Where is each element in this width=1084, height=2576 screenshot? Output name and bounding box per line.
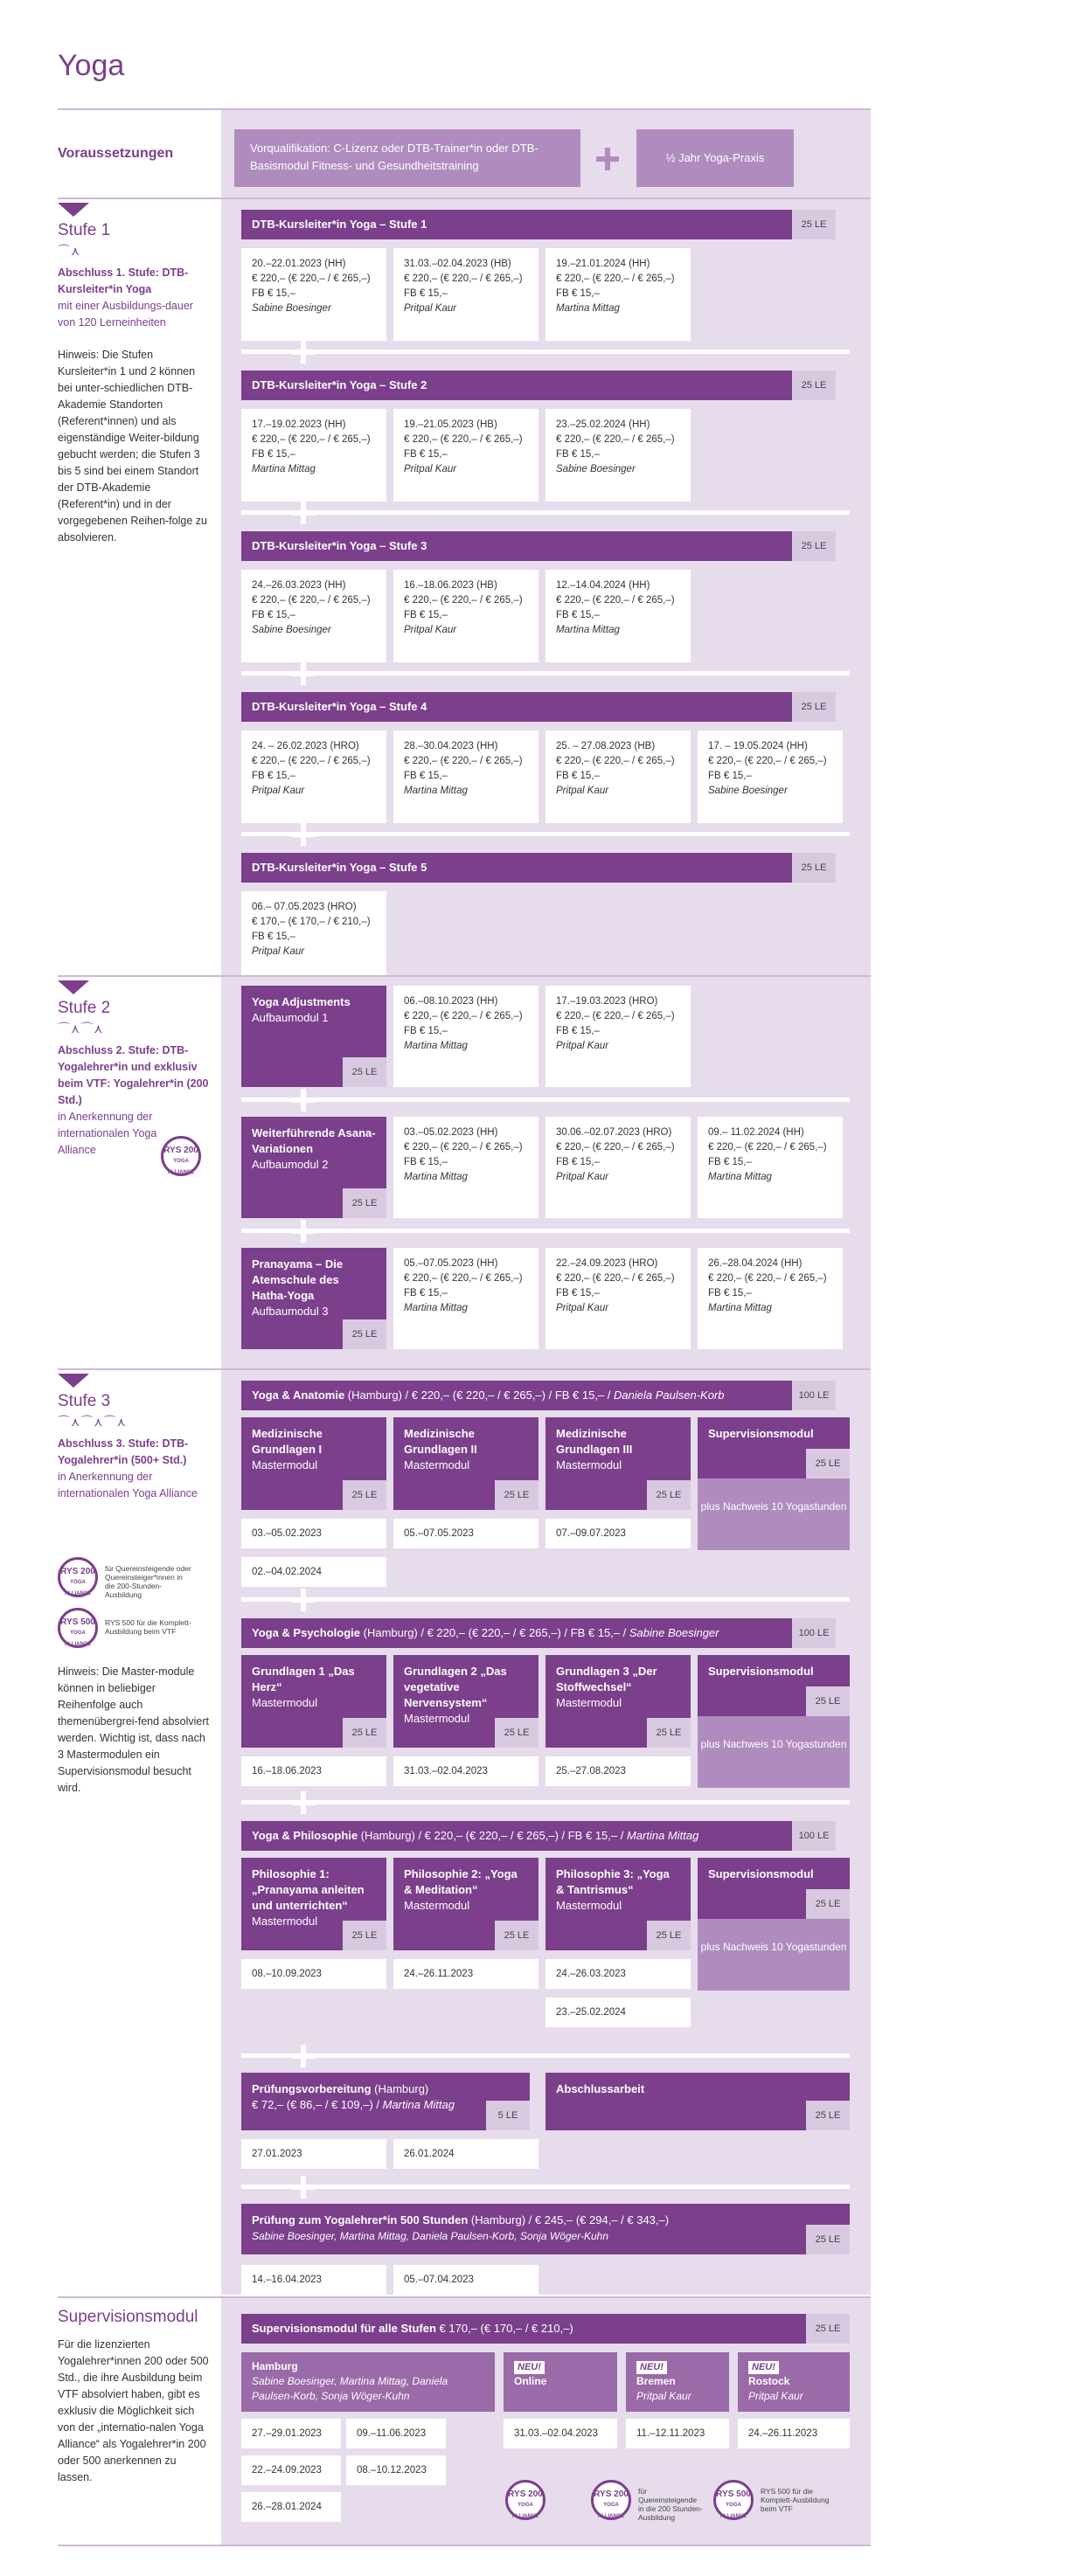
- card-line: € 220,– (€ 220,– / € 265,–): [252, 434, 371, 445]
- card-line: Martina Mittag: [708, 1172, 772, 1182]
- module-title: Medizinische Grundlagen II: [404, 1427, 477, 1456]
- card-line: Martina Mittag: [404, 1303, 468, 1313]
- course-card: [393, 570, 539, 662]
- card-line: FB € 15,–: [404, 771, 448, 781]
- le-badge: 25 LE: [343, 1188, 386, 1218]
- mastermodul-box: [545, 1858, 691, 1950]
- le-badge: 25 LE: [495, 1921, 539, 1950]
- page-title: Yoga: [58, 49, 125, 82]
- group-bar: [241, 1381, 792, 1410]
- date-box: 31.03.–02.04.2023: [504, 2419, 617, 2448]
- le-badge: 25 LE: [343, 1057, 386, 1087]
- module-subtitle: Mastermodul: [556, 1899, 622, 1912]
- module-title: Grundlagen 2 „Das vegetative Nervensystem“: [404, 1665, 507, 1709]
- card-line: Sabine Boesinger: [556, 464, 636, 474]
- card-line: 31.03.–02.04.2023 (HB): [404, 259, 511, 269]
- le-badge: 25 LE: [806, 1889, 850, 1919]
- aufbaumodul-box: [241, 986, 386, 1087]
- card-line: Pritpal Kaur: [404, 464, 457, 474]
- mastermodul-box: [241, 1655, 386, 1748]
- le-badge: 25 LE: [495, 1718, 539, 1748]
- card-line: 17.–19.03.2023 (HRO): [556, 996, 658, 1007]
- card-line: Martina Mittag: [404, 1172, 468, 1182]
- le-badge: 100 LE: [792, 1821, 836, 1851]
- le-badge: 100 LE: [792, 1381, 836, 1410]
- card-line: FB € 15,–: [252, 610, 295, 620]
- supervisionsmodul-box: [698, 1417, 850, 1478]
- card-line: 03.–05.02.2023 (HH): [404, 1127, 498, 1138]
- plus-icon: [292, 2176, 315, 2199]
- module-subtitle: Mastermodul: [404, 1899, 470, 1912]
- card-line: Pritpal Kaur: [404, 303, 457, 314]
- course-card: [393, 248, 539, 341]
- mastermodul-box: [241, 1858, 386, 1950]
- card-line: Pritpal Kaur: [556, 1303, 609, 1313]
- separator: [241, 510, 850, 515]
- group-details: (Hamburg) / € 220,– (€ 220,– / € 265,–) / FB € 15,– /: [360, 1626, 629, 1639]
- plus-icon: [292, 1791, 315, 1814]
- card-line: € 220,– (€ 220,– / € 265,–): [404, 1142, 523, 1153]
- plus-icon: [292, 1589, 315, 1611]
- card-line: € 220,– (€ 220,– / € 265,–): [252, 756, 371, 766]
- module-title: Medizinische Grundlagen I: [252, 1427, 323, 1456]
- card-line: Martina Mittag: [556, 303, 620, 314]
- separator: [241, 350, 850, 354]
- card-line: FB € 15,–: [556, 449, 600, 460]
- card-line: FB € 15,–: [404, 1157, 448, 1167]
- card-line: Pritpal Kaur: [556, 1172, 609, 1182]
- card-line: € 220,– (€ 220,– / € 265,–): [556, 595, 675, 606]
- date-box: 03.–05.02.2023: [241, 1519, 386, 1548]
- card-line: 12.–14.04.2024 (HH): [556, 580, 650, 591]
- mastermodul-box: [241, 1417, 386, 1510]
- card-line: Sabine Boesinger: [252, 625, 331, 635]
- triangle-icon: [58, 203, 89, 217]
- le-badge: 25 LE: [792, 692, 836, 722]
- abschlussarbeit-box: Abschlussarbeit 25 LE: [545, 2073, 850, 2130]
- date-box: 26.–28.01.2024: [241, 2492, 341, 2522]
- le-badge: 25 LE: [647, 1480, 691, 1510]
- aufbaumodul-box: [241, 1248, 386, 1349]
- course-card: [698, 731, 843, 823]
- card-line: Pritpal Kaur: [252, 786, 305, 796]
- le-badge: 25 LE: [792, 853, 836, 883]
- card-line: € 220,– (€ 220,– / € 265,–): [404, 756, 523, 766]
- card-line: FB € 15,–: [252, 771, 295, 781]
- mastermodul-box: [393, 1417, 539, 1510]
- card-line: Martina Mittag: [708, 1303, 772, 1313]
- aufbaumodul-box: [241, 1117, 386, 1218]
- group-bar: [241, 1618, 792, 1648]
- module-title: Supervisionsmodul: [708, 1665, 814, 1678]
- module-title: Grundlagen 3 „Der Stoffwechsel“: [556, 1665, 657, 1693]
- card-line: 28.–30.04.2023 (HH): [404, 741, 498, 751]
- plus-icon: [292, 662, 315, 685]
- card-line: 17. – 19.05.2024 (HH): [708, 741, 808, 751]
- card-line: FB € 15,–: [404, 610, 448, 620]
- course-card: [698, 1248, 843, 1349]
- le-badge: 25 LE: [792, 531, 836, 561]
- course-card: [241, 570, 386, 662]
- group-title: Yoga & Psychologie: [252, 1626, 361, 1639]
- module-bar: DTB-Kursleiter*in Yoga – Stufe 1: [241, 210, 792, 239]
- group-details: (Hamburg) / € 220,– (€ 220,– / € 265,–) / FB € 15,– /: [358, 1829, 627, 1842]
- card-line: € 220,– (€ 220,– / € 265,–): [556, 756, 675, 766]
- rys200-badge: RYS 200 YOGA ALLIANCE: [591, 2480, 631, 2520]
- module-subtitle: Mastermodul: [404, 1712, 470, 1725]
- pruefungsvorbereitung-box: Prüfungsvorbereitung (Hamburg) € 72,– (€ 86,– / € 109,–) / Martina Mittag 5 LE: [241, 2073, 530, 2130]
- card-line: FB € 15,–: [708, 771, 752, 781]
- card-line: Martina Mittag: [404, 1041, 468, 1051]
- supervisionsmodul-box: [698, 1655, 850, 1716]
- date-box: 05.–07.05.2023: [393, 1519, 539, 1548]
- group-title: Yoga & Philosophie: [252, 1829, 358, 1842]
- yoga-praxis-box: ½ Jahr Yoga-Praxis: [636, 129, 794, 187]
- supervision-note: plus Nachweis 10 Yogastunden: [698, 1716, 850, 1788]
- supervision-note: plus Nachweis 10 Yogastunden: [698, 1919, 850, 1991]
- date-box: 16.–18.06.2023: [241, 1756, 386, 1786]
- supervision-hamburg: Hamburg Sabine Boesinger, Martina Mittag, Daniela Paulsen-Korb, Sonja Wöger-Kuhn: [241, 2352, 495, 2412]
- module-title: Yoga Adjustments: [252, 995, 351, 1008]
- module-subtitle: Mastermodul: [404, 1458, 470, 1472]
- date-box: 05.–07.04.2023: [393, 2265, 539, 2295]
- course-card: [698, 1117, 843, 1218]
- module-subtitle: Aufbaumodul 3: [252, 1305, 329, 1318]
- module-title: Weiterführende Asana-Variationen: [252, 1126, 376, 1155]
- card-line: Pritpal Kaur: [556, 1041, 609, 1051]
- course-card: [393, 1248, 539, 1349]
- course-card: [545, 409, 691, 502]
- pruefung-box: Prüfung zum Yogalehrer*in 500 Stunden (Hamburg) / € 245,– (€ 294,– / € 343,–) Sabine Boesinger, Martina Mittag, Daniela Paulsen-Korb, Sonja Wöger-Kuhn 25 LE: [241, 2204, 850, 2254]
- module-title: Supervisionsmodul: [708, 1427, 814, 1440]
- vorqualifikation-box: Vorqualifikation: C-Lizenz oder DTB-Trainer*in oder DTB-Basismodul Fitness- und Gesundheitstraining: [234, 129, 580, 187]
- stufe3-note: Hinweis: Die Master-module können in beliebiger Reihenfolge auch themenübergrei-fend absolviert werden. Wichtig ist, dass nach 3 Mastermodulen ein Supervisionsmodul besucht wird.: [58, 1665, 210, 1794]
- card-line: 22.–24.09.2023 (HRO): [556, 1258, 658, 1269]
- date-box: 11.–12.11.2023: [626, 2419, 729, 2448]
- group-referent: Sabine Boesinger: [629, 1626, 719, 1639]
- date-box: 08.–10.12.2023: [346, 2455, 446, 2485]
- course-card: [545, 986, 691, 1087]
- supervisionsmodul-box: [698, 1858, 850, 1919]
- card-line: Sabine Boesinger: [708, 786, 788, 796]
- separator: [241, 1229, 850, 1233]
- supervision-bremen: NEU! Bremen Pritpal Kaur: [626, 2352, 729, 2412]
- card-line: 25. – 27.08.2023 (HB): [556, 741, 656, 751]
- date-box: 07.–09.07.2023: [545, 1519, 691, 1548]
- supervision-note: plus Nachweis 10 Yogastunden: [698, 1478, 850, 1550]
- card-line: 06.–08.10.2023 (HH): [404, 996, 498, 1007]
- module-subtitle: Mastermodul: [252, 1458, 318, 1472]
- date-box: 14.–16.04.2023: [241, 2265, 386, 2295]
- card-line: € 220,– (€ 220,– / € 265,–): [556, 1142, 675, 1153]
- mastermodul-box: [393, 1655, 539, 1748]
- card-line: 16.–18.06.2023 (HB): [404, 580, 497, 591]
- rys200-badge: RYS 200 YOGA ALLIANCE: [505, 2480, 545, 2520]
- module-title: Pranayama – Die Atemschule des Hatha-Yoga: [252, 1257, 344, 1302]
- course-card: [241, 248, 386, 341]
- course-card: [545, 731, 691, 823]
- yoga-figure-icon: ⌒⋏⌒⋏⌒⋏: [58, 1415, 127, 1429]
- course-card: [545, 248, 691, 341]
- course-card: [241, 731, 386, 823]
- course-card: [393, 1117, 539, 1218]
- module-title: Philosophie 3: „Yoga & Tantrismus“: [556, 1867, 670, 1896]
- card-line: € 220,– (€ 220,– / € 265,–): [556, 1273, 675, 1284]
- card-line: FB € 15,–: [252, 931, 295, 942]
- separator: [241, 1597, 850, 1602]
- divider: [58, 2545, 871, 2546]
- triangle-icon: [58, 980, 89, 994]
- le-badge: 25 LE: [806, 2314, 850, 2344]
- plus-icon: [292, 2045, 315, 2067]
- rys500-note: RYS 500 für die Komplett-Ausbildung beim VTF: [105, 1618, 191, 1636]
- group-referent: Daniela Paulsen-Korb: [614, 1388, 725, 1402]
- le-badge: 25 LE: [343, 1921, 386, 1950]
- supervision-bar: Supervisionsmodul für alle Stufen € 170,– (€ 170,– / € 210,–): [241, 2314, 806, 2344]
- card-line: FB € 15,–: [404, 1288, 448, 1298]
- course-card: [241, 409, 386, 502]
- separator: [241, 671, 850, 675]
- mastermodul-box: [545, 1417, 691, 1510]
- plus-icon: [292, 823, 315, 846]
- card-line: 20.–22.01.2023 (HH): [252, 259, 346, 269]
- plus-icon: [292, 341, 315, 364]
- module-bar: DTB-Kursleiter*in Yoga – Stufe 4: [241, 692, 792, 722]
- module-title: Philosophie 1: „Pranayama anleiten und unterrichten“: [252, 1867, 365, 1912]
- course-card: [241, 891, 386, 984]
- mastermodul-box: [393, 1858, 539, 1950]
- module-title: Grundlagen 1 „Das Herz“: [252, 1665, 355, 1693]
- card-line: 24. – 26.02.2023 (HRO): [252, 741, 359, 751]
- card-line: Pritpal Kaur: [556, 786, 609, 796]
- separator: [241, 832, 850, 836]
- date-box: 02.–04.02.2024: [241, 1557, 386, 1587]
- card-line: Sabine Boesinger: [252, 303, 331, 314]
- card-line: FB € 15,–: [556, 610, 600, 620]
- triangle-icon: [58, 1374, 89, 1388]
- rys500-badge: RYS 500 YOGA ALLIANCE: [58, 1608, 98, 1648]
- module-subtitle: Mastermodul: [556, 1696, 622, 1709]
- card-line: € 220,– (€ 220,– / € 265,–): [252, 274, 371, 284]
- course-card: [393, 409, 539, 502]
- separator: [241, 2185, 850, 2189]
- card-line: € 170,– (€ 170,– / € 210,–): [252, 917, 371, 927]
- group-details: (Hamburg) / € 220,– (€ 220,– / € 265,–) / FB € 15,– /: [344, 1388, 615, 1402]
- plus-icon: [292, 1089, 315, 1111]
- separator: [241, 1800, 850, 1804]
- card-line: 09.– 11.02.2024 (HH): [708, 1127, 804, 1138]
- card-line: 26.–28.04.2024 (HH): [708, 1258, 803, 1269]
- date-box: 09.–11.06.2023: [346, 2419, 446, 2448]
- card-line: FB € 15,–: [404, 449, 448, 460]
- module-bar: DTB-Kursleiter*in Yoga – Stufe 5: [241, 853, 792, 883]
- card-line: € 220,– (€ 220,– / € 265,–): [556, 274, 675, 284]
- group-bar: [241, 1821, 792, 1851]
- card-line: € 220,– (€ 220,– / € 265,–): [708, 1142, 827, 1153]
- card-line: Pritpal Kaur: [404, 625, 457, 635]
- course-card: [545, 1117, 691, 1218]
- date-box: 26.01.2024: [393, 2139, 539, 2169]
- card-line: FB € 15,–: [556, 771, 600, 781]
- stufe3-label: Stufe 3 ⌒⋏⌒⋏⌒⋏ Abschluss 3. Stufe: DTB-Yogalehrer*in (500+ Std.) in Anerkennung der internationalen Yoga Alliance: [58, 1391, 211, 1502]
- group-title: Yoga & Anatomie: [252, 1388, 345, 1402]
- module-subtitle: Mastermodul: [556, 1458, 622, 1472]
- le-badge: 25 LE: [647, 1921, 691, 1950]
- card-line: € 220,– (€ 220,– / € 265,–): [404, 1011, 523, 1021]
- card-line: € 220,– (€ 220,– / € 265,–): [404, 1273, 523, 1284]
- date-box: 24.–26.11.2023: [738, 2419, 850, 2448]
- date-box: 23.–25.02.2024: [545, 1998, 691, 2027]
- date-box: 27.01.2023: [241, 2139, 386, 2169]
- le-badge: 25 LE: [806, 1686, 850, 1716]
- module-title: Medizinische Grundlagen III: [556, 1427, 633, 1456]
- le-badge: 25 LE: [343, 1718, 386, 1748]
- rys200-note: für Quereinsteigende in die 200 Stunden-Ausbildung: [638, 2487, 703, 2522]
- le-badge: 100 LE: [792, 1618, 836, 1648]
- card-line: FB € 15,–: [252, 288, 295, 299]
- rys200-badge: RYS 200 YOGA ALLIANCE: [58, 1557, 98, 1597]
- supervision-label: Supervisionsmodul Für die lizenzierten Yogalehrer*innen 200 oder 500 Std., die ihre Ausbildung beim VTF absolviert haben, gibt es exklusiv die Möglichkeit sich von der „internatio-nalen Yoga Alliance“ als Yogalehrer*in 200 oder 500 anerkennen zu lassen.: [58, 2308, 209, 2483]
- card-line: € 220,– (€ 220,– / € 265,–): [556, 1011, 675, 1021]
- course-card: [545, 570, 691, 662]
- separator: [241, 2053, 850, 2058]
- supervision-online: NEU! Online: [504, 2352, 617, 2412]
- card-line: Pritpal Kaur: [252, 946, 305, 957]
- card-line: € 220,– (€ 220,– / € 265,–): [556, 434, 675, 445]
- module-title: Supervisionsmodul: [708, 1867, 814, 1880]
- card-line: 17.–19.02.2023 (HH): [252, 419, 346, 430]
- stufe1-label: Stufe 1 ⌒⋏ Abschluss 1. Stufe: DTB-Kursleiter*in Yoga mit einer Ausbildungs-dauer von 120 Lerneinheiten Hinweis: Die Stufen Kursleiter*in 1 und 2 können bei unter-schiedlichen DTB-Akademie Standorten (Referent*innen) und als eigenständige Weiter-bildung gebucht werden; die Stufen 3 bis 5 sind bei einem Standort der DTB-Akademie (Referent*in) und in der vorgegebenen Reihen-folge zu absolvieren.: [58, 220, 211, 546]
- card-line: FB € 15,–: [404, 288, 448, 299]
- mastermodul-box: [545, 1655, 691, 1748]
- card-line: FB € 15,–: [556, 1288, 600, 1298]
- card-line: FB € 15,–: [404, 1026, 448, 1036]
- module-subtitle: Mastermodul: [252, 1696, 318, 1709]
- date-box: 08.–10.09.2023: [241, 1959, 386, 1989]
- le-badge: 25 LE: [792, 370, 836, 400]
- card-line: 05.–07.05.2023 (HH): [404, 1258, 498, 1269]
- card-line: € 220,– (€ 220,– / € 265,–): [404, 274, 523, 284]
- date-box: 27.–29.01.2023: [241, 2419, 341, 2448]
- stufe2-label: Stufe 2 ⌒⋏⌒⋏ Abschluss 2. Stufe: DTB-Yogalehrer*in und exklusiv beim VTF: Yogalehrer*in (200 Std.) in Anerkennung der internationalen Yoga Alliance: [58, 998, 211, 1159]
- card-line: 06.– 07.05.2023 (HRO): [252, 902, 357, 912]
- course-card: [393, 731, 539, 823]
- card-line: Martina Mittag: [404, 786, 468, 796]
- le-badge: 25 LE: [647, 1718, 691, 1748]
- card-line: FB € 15,–: [252, 449, 295, 460]
- rys500-badge: RYS 500 YOGA ALLIANCE: [713, 2480, 754, 2520]
- module-subtitle: Aufbaumodul 1: [252, 1011, 329, 1024]
- card-line: Martina Mittag: [252, 464, 316, 474]
- supervision-rostock: NEU! Rostock Pritpal Kaur: [738, 2352, 850, 2412]
- date-box: 24.–26.11.2023: [393, 1959, 539, 1989]
- card-line: 23.–25.02.2024 (HH): [556, 419, 650, 430]
- le-badge: 25 LE: [343, 1480, 386, 1510]
- date-box: 25.–27.08.2023: [545, 1756, 691, 1786]
- card-line: 19.–21.05.2023 (HB): [404, 419, 497, 430]
- card-line: € 220,– (€ 220,– / € 265,–): [252, 595, 371, 606]
- module-title: Philosophie 2: „Yoga & Meditation“: [404, 1867, 518, 1896]
- card-line: Martina Mittag: [556, 625, 620, 635]
- card-line: 24.–26.03.2023 (HH): [252, 580, 346, 591]
- yoga-figure-icon: ⌒⋏: [58, 244, 81, 258]
- card-line: € 220,– (€ 220,– / € 265,–): [404, 595, 523, 606]
- date-box: 31.03.–02.04.2023: [393, 1756, 539, 1786]
- card-line: 19.–21.01.2024 (HH): [556, 259, 650, 269]
- course-card: [393, 986, 539, 1087]
- card-line: € 220,– (€ 220,– / € 265,–): [708, 756, 827, 766]
- plus-icon: [596, 148, 619, 170]
- module-subtitle: Mastermodul: [252, 1915, 318, 1928]
- le-badge: 25 LE: [343, 1319, 386, 1349]
- card-line: FB € 15,–: [556, 1026, 600, 1036]
- plus-icon: [292, 502, 315, 524]
- card-line: € 220,– (€ 220,– / € 265,–): [708, 1273, 827, 1284]
- le-badge: 25 LE: [495, 1480, 539, 1510]
- rys200-badge: RYS 200 YOGA ALLIANCE: [161, 1136, 201, 1176]
- module-subtitle: Aufbaumodul 2: [252, 1158, 329, 1171]
- plus-icon: [292, 1220, 315, 1243]
- card-line: FB € 15,–: [708, 1288, 752, 1298]
- module-bar: DTB-Kursleiter*in Yoga – Stufe 3: [241, 531, 792, 561]
- date-box: 24.–26.03.2023: [545, 1959, 691, 1989]
- module-bar: DTB-Kursleiter*in Yoga – Stufe 2: [241, 370, 792, 400]
- card-line: FB € 15,–: [556, 1157, 600, 1167]
- yoga-figure-icon: ⌒⋏⌒⋏: [58, 1021, 104, 1035]
- card-line: FB € 15,–: [708, 1157, 752, 1167]
- rys500-note: RYS 500 für die Komplett-Ausbildung beim VTF: [761, 2487, 830, 2513]
- group-referent: Martina Mittag: [626, 1829, 699, 1842]
- separator: [241, 1098, 850, 1102]
- card-line: FB € 15,–: [556, 288, 600, 299]
- le-badge: 25 LE: [792, 210, 836, 239]
- course-card: [545, 1248, 691, 1349]
- voraussetzungen-label: Voraussetzungen: [58, 146, 174, 161]
- rys200-note: für Quereinsteigende oder Quereinsteiger*innen in die 200-Stunden-Ausbildung: [105, 1564, 191, 1599]
- card-line: € 220,– (€ 220,– / € 265,–): [404, 434, 523, 445]
- le-badge: 25 LE: [806, 1449, 850, 1478]
- card-line: 30.06.–02.07.2023 (HRO): [556, 1127, 672, 1138]
- date-box: 22.–24.09.2023: [241, 2455, 341, 2485]
